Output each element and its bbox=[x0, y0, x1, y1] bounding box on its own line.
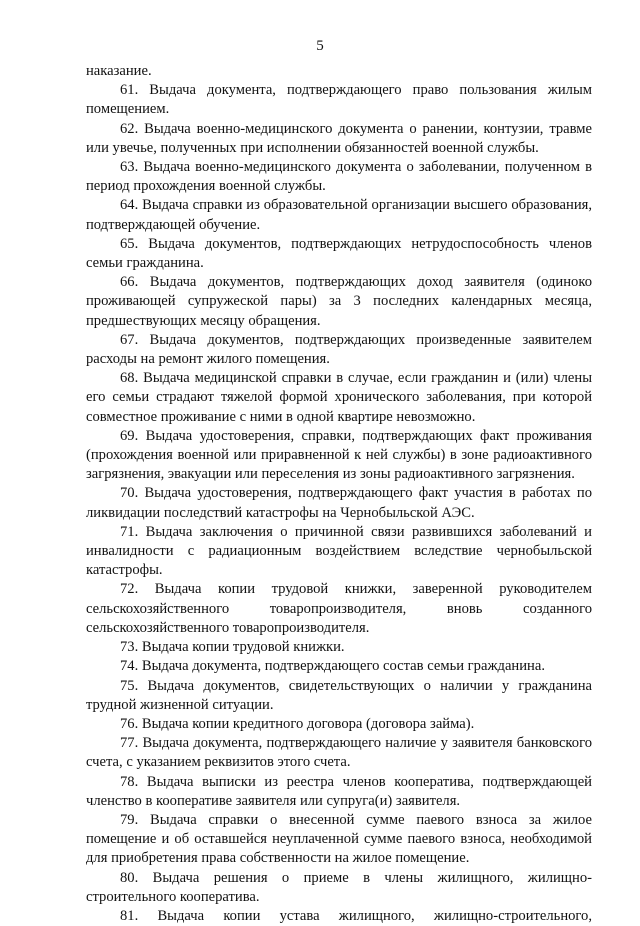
list-item-69: 69. Выдача удостоверения, справки, подтверждающих факт проживания (прохождения военной или приравненной к ней службы) в зоне радиоактивного загрязнения, эвакуации или переселения из зоны радиоактивного загрязнения. bbox=[86, 427, 592, 483]
list-item-66: 66. Выдача документов, подтверждающих доход заявителя (одиноко проживающей супружеской пары) за 3 последних календарных месяца, предшествующих месяцу обращения. bbox=[86, 274, 592, 329]
page-number: 5 bbox=[316, 38, 324, 54]
list-item-64: 64. Выдача справки из образовательной организации высшего образования, подтверждающей обучение. bbox=[86, 197, 592, 233]
list-item-78: 78. Выдача выписки из реестра членов кооператива, подтверждающей членство в кооперативе заявителя или супруга(и) заявителя. bbox=[86, 773, 592, 809]
list-item-67: 67. Выдача документов, подтверждающих произведенные заявителем расходы на ремонт жилого помещения. bbox=[86, 331, 592, 368]
list-item-68: 68. Выдача медицинской справки в случае, если гражданин и (или) члены его семьи страдают тяжелой формой хронического заболевания, при которой совместное проживание с ними в одной квартире невозможно. bbox=[86, 370, 592, 425]
list-item-73: 73. Выдача копии трудовой книжки. bbox=[120, 639, 345, 656]
list-item-70: 70. Выдача удостоверения, подтверждающего факт участия в работах по ликвидации последствий катастрофы на Чернобыльской АЭС. bbox=[86, 485, 592, 521]
document-body bbox=[86, 62, 592, 926]
list-item-79: 79. Выдача справки о внесенной сумме паевого взноса за жилое помещение и об оставшейся неуплаченной сумме паевого взноса, необходимой для приобретения права собственности на жилое помещение. bbox=[86, 811, 592, 867]
list-item-65: 65. Выдача документов, подтверждающих нетрудоспособность членов семьи гражданина. bbox=[86, 235, 592, 272]
list-item-76: 76. Выдача копии кредитного договора (договора займа). bbox=[120, 715, 475, 732]
list-item-77: 77. Выдача документа, подтверждающего наличие у заявителя банковского счета, с указанием реквизитов этого счета. bbox=[86, 735, 592, 771]
list-item-75: 75. Выдача документов, свидетельствующих о наличии у гражданина трудной жизненной ситуации. bbox=[86, 677, 592, 713]
paragraph-continuation: наказание. bbox=[86, 63, 152, 79]
list-item-62: 62. Выдача военно-медицинского документа о ранении, контузии, травме или увечье, полученных при исполнении обязанностей военной службы. bbox=[86, 120, 592, 156]
list-item-61: 61. Выдача документа, подтверждающего право пользования жилым помещением. bbox=[86, 82, 592, 118]
list-item-72: 72. Выдача копии трудовой книжки, заверенной руководителем сельскохозяйственного товаропроизводителя, вновь созданного сельскохозяйственного товаропроизводителя. bbox=[86, 581, 592, 636]
list-item-63: 63. Выдача военно-медицинского документа о заболевании, полученном в период прохождения военной службы. bbox=[86, 159, 592, 195]
list-item-74: 74. Выдача документа, подтверждающего состав семьи гражданина. bbox=[120, 658, 545, 675]
list-item-81: 81. Выдача копии устава жилищного, жилищно-строительного, bbox=[120, 907, 592, 924]
list-item-80: 80. Выдача решения о приеме в члены жилищного, жилищно-строительного кооператива. bbox=[86, 869, 592, 905]
list-item-71: 71. Выдача заключения о причинной связи развившихся заболеваний и инвалидности с радиационным воздействием вследствие чернобыльской катастрофы. bbox=[86, 523, 592, 579]
